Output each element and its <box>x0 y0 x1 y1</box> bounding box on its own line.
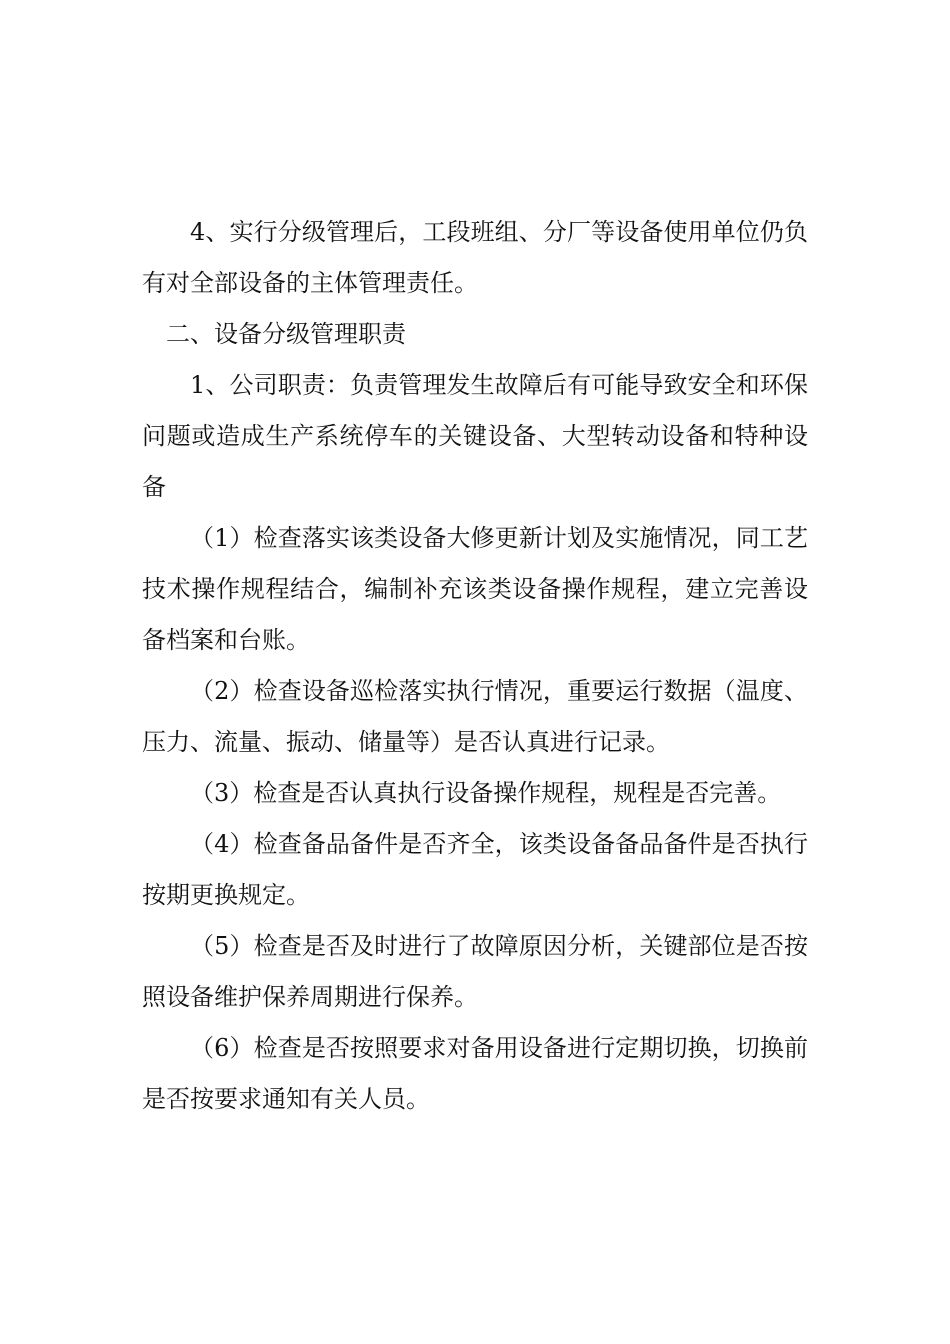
sub-item-3: （3）检查是否认真执行设备操作规程，规程是否完善。 <box>190 779 782 807</box>
sub-item-4: （4）检查备品备件是否齐全，该类设备备品备件是否执行按期更换规定。 <box>142 830 808 909</box>
sub-item-5: （5）检查是否及时进行了故障原因分析，关键部位是否按照设备维护保养周期进行保养。 <box>142 932 808 1011</box>
section-heading: 二、设备分级管理职责 <box>166 320 406 348</box>
paragraph-item-4: 4、实行分级管理后，工段班组、分厂等设备使用单位仍负有对全部设备的主体管理责任。 <box>142 218 808 297</box>
document-body <box>142 207 808 1125</box>
sub-item-2: （2）检查设备巡检落实执行情况，重要运行数据（温度、压力、流量、振动、储量等）是否认真进行记录。 <box>142 677 808 756</box>
sub-item-1: （1）检查落实该类设备大修更新计划及实施情况，同工艺技术操作规程结合，编制补充该类设备操作规程，建立完善设备档案和台账。 <box>142 524 808 654</box>
sub-item-6: （6）检查是否按照要求对备用设备进行定期切换，切换前是否按要求通知有关人员。 <box>142 1034 808 1113</box>
paragraph-item-1: 1、公司职责：负责管理发生故障后有可能导致安全和环保问题或造成生产系统停车的关键设备、大型转动设备和特种设备 <box>142 371 808 501</box>
